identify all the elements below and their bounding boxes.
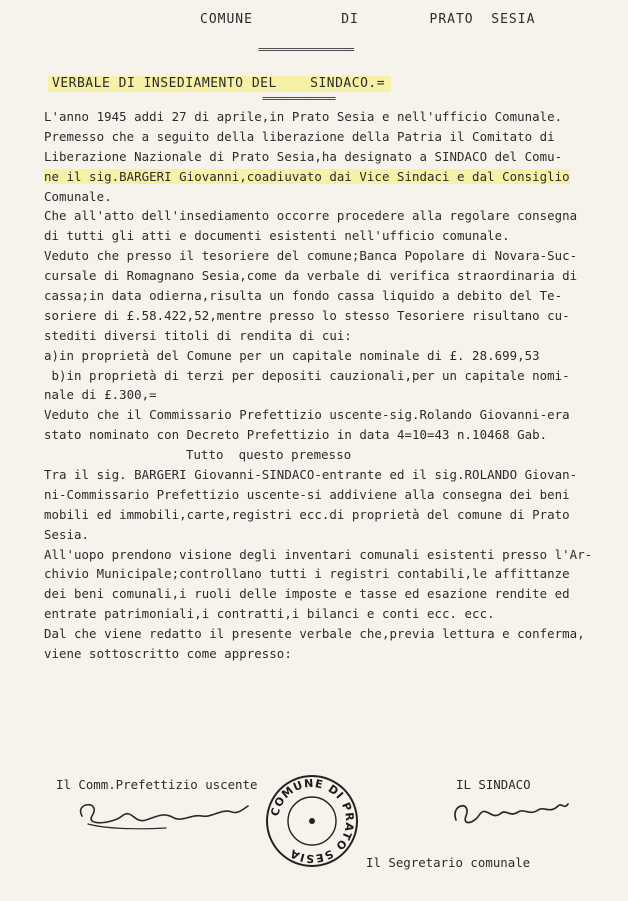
- body-line-bargeri: [44, 167, 604, 187]
- body-line: Comunale.: [44, 188, 112, 204]
- body-line: Liberazione Nazionale di Prato Sesia,ha designato a SINDACO del Comu-: [44, 148, 563, 164]
- comune-stamp-icon: [265, 774, 359, 868]
- signature-label-sindaco: IL SINDACO: [456, 777, 531, 792]
- body-line: dei beni comunali,i ruoli delle imposte e tasse ed esazione rendite ed: [44, 586, 570, 602]
- body-line: Veduto che il Commissario Prefettizio uscente-sig.Rolando Giovanni-era: [44, 407, 570, 423]
- stamp-text: COMUNE DI PRATO SESIA: [268, 776, 357, 866]
- title-rule-top: =================: [258, 43, 354, 56]
- sindaco-signature-icon: [444, 790, 574, 834]
- body-line: nale di £.300,=: [44, 387, 157, 403]
- document-body: [44, 107, 604, 664]
- body-line: Premesso che a seguito della liberazione della Patria il Comitato di: [44, 128, 555, 144]
- signature-label-commissario: Il Comm.Prefettizio uscente: [56, 777, 258, 792]
- body-line: mobili ed immobili,carte,registri ecc.di proprietà del comune di Prato: [44, 506, 570, 522]
- body-line: ni-Commissario Prefettizio uscente-si addiviene alla consegna dei beni: [44, 486, 570, 502]
- body-line: Sesia.: [44, 526, 90, 542]
- signature-label-segretario: Il Segretario comunale: [366, 855, 531, 870]
- body-line: di tutti gli atti e documenti esistenti nell'ufficio comunale.: [44, 228, 510, 244]
- body-line: cursale di Romagnano Sesia,come da verbale di verifica straordinaria di: [44, 268, 578, 284]
- body-line: Tra il sig. BARGERI Giovanni-SINDACO-entrante ed il sig.ROLANDO Giovan-: [44, 467, 578, 483]
- body-line: chivio Municipale;controllano tutti i registri contabili,le affittanze: [44, 566, 570, 582]
- body-line-centered: Tutto questo premesso: [186, 447, 352, 463]
- body-line: stediti diversi titoli di rendita di cui:: [44, 327, 352, 343]
- title-rule-bottom: =============: [262, 92, 336, 105]
- commissario-signature-icon: [62, 794, 282, 838]
- body-line: Dal che viene redatto il presente verbale che,previa lettura e conferma,: [44, 626, 585, 642]
- body-line: soriere di £.58.422,52,mentre presso lo stesso Tesoriere risultano cu-: [44, 307, 570, 323]
- body-line: a)in proprietà del Comune per un capitale nominale di £. 28.699,53: [44, 347, 540, 363]
- body-line: b)in proprietà di terzi per depositi cauzionali,per un capitale nomi-: [44, 367, 570, 383]
- body-line: stato nominato con Decreto Prefettizio in data 4=10=43 n.10468 Gab.: [44, 427, 548, 443]
- body-line: viene sottoscritto come appresso:: [44, 646, 292, 662]
- body-line: Veduto che presso il tesoriere del comune;Banca Popolare di Novara-Suc-: [44, 248, 578, 264]
- body-line: entrate patrimoniali,i contratti,i bilanci e conti ecc. ecc.: [44, 606, 495, 622]
- body-line: cassa;in data odierna,risulta un fondo cassa liquido a debito del Te-: [44, 288, 563, 304]
- body-line-highlight: ne il sig.BARGERI Giovanni,coadiuvato dai Vice Sindaci e dal Consiglio: [44, 168, 570, 184]
- body-line: L'anno 1945 addi 27 di aprile,in Prato Sesia e nell'ufficio Comunale.: [44, 109, 563, 124]
- body-line: All'uopo prendono visione degli inventari comunali esistenti presso l'Ar-: [44, 546, 593, 562]
- comune-title: COMUNE DI PRATO SESIA: [200, 12, 536, 27]
- verbale-title: VERBALE DI INSEDIAMENTO DEL SINDACO.=: [48, 76, 391, 92]
- body-line: Che all'atto dell'insediamento occorre procedere alla regolare consegna: [44, 208, 578, 224]
